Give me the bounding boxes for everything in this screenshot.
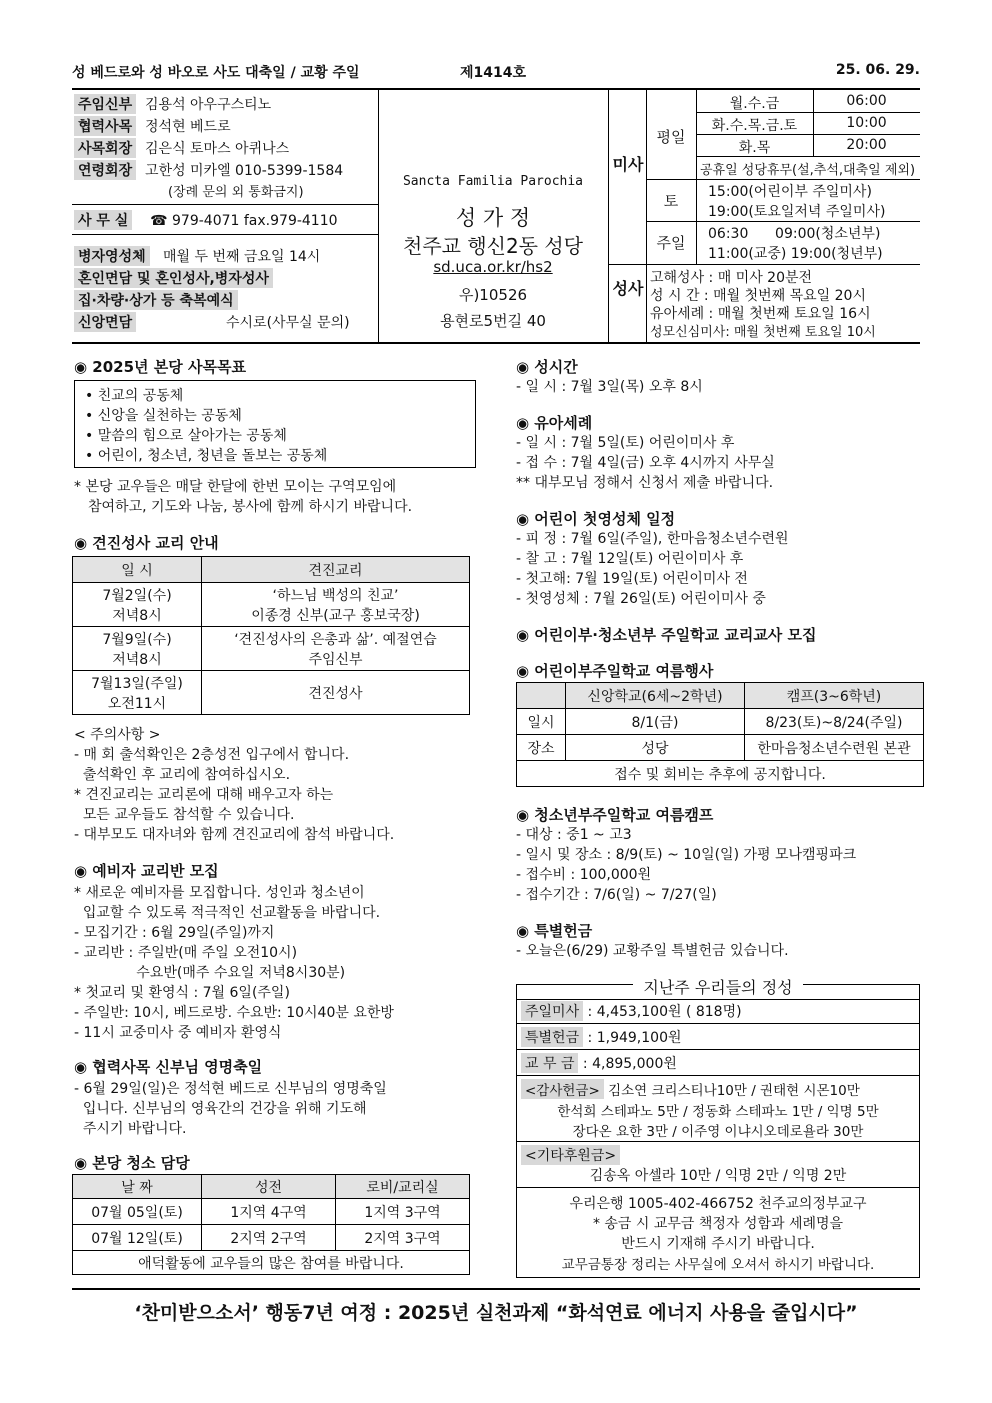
weekday-days: 월.수.금 xyxy=(729,96,780,112)
confirmation-table xyxy=(72,556,470,715)
sacrament-item: 고해성사 : 매 미사 20분전 xyxy=(650,270,813,286)
goals-box xyxy=(74,380,476,468)
offering-label: 교 무 금 xyxy=(521,1053,578,1073)
youth-camp-line: - 일시 및 장소 : 8/9(토) ~ 10일(일) 가평 모나캠핑파크 xyxy=(516,847,857,863)
table-header: 날 짜 xyxy=(73,1175,202,1199)
weekday-time: 20:00 xyxy=(846,137,887,153)
weekday-time: 10:00 xyxy=(846,115,887,131)
holiday-note: 공휴일 성당휴무(설,추석,대축일 제외) xyxy=(700,163,916,178)
catechumen-line: - 모집기간 : 6월 29일(주일)까지 xyxy=(74,925,275,941)
fund-label: <기타후원금> xyxy=(521,1145,620,1165)
cell: 오전11시 xyxy=(107,695,167,712)
cell: 2지역 2구역 xyxy=(202,1225,336,1251)
header-box xyxy=(72,88,920,344)
youth-camp-line: - 접수기간 : 7/6(일) ~ 7/27(일) xyxy=(516,887,717,903)
cell: ‘하느님 백성의 친교’ xyxy=(272,587,399,604)
staff-value: 김은식 토마스 아퀴나스 xyxy=(145,141,290,157)
parish-address: 용현로5번길 40 xyxy=(440,312,546,330)
offering-title: 지난주 우리들의 정성 xyxy=(633,978,802,997)
catechumen-line: 입교할 수 있도록 적극적인 선교활동을 바랍니다. xyxy=(74,905,381,921)
funeral-note: (장례 문의 외 통화금지) xyxy=(168,185,304,200)
weekday-label: 평일 xyxy=(656,128,686,146)
table-row xyxy=(517,709,924,735)
cell: 장소 xyxy=(517,735,566,761)
parish-name: 성 가 정 xyxy=(455,206,531,230)
table-header: 캠프(3~6학년) xyxy=(745,683,924,709)
weekday-days: 화.수.목.금.토 xyxy=(711,118,798,134)
sunday-label: 주일 xyxy=(656,234,686,252)
mass-label: 미사 xyxy=(612,155,644,174)
saturday-mass: 19:00(토요일저녁 주일미사) xyxy=(708,204,886,220)
offering-row xyxy=(521,1053,677,1073)
offering-value: : 4,895,000원 xyxy=(578,1056,677,1072)
communion-line: - 첫영성체 : 7월 26일(토) 어린이미사 중 xyxy=(516,591,766,607)
communion-title: ◉ 어린이 첫영성체 일정 xyxy=(516,510,676,528)
offering-value: : 4,453,100원 ( 818명) xyxy=(583,1004,742,1020)
cell: 견진성사 xyxy=(308,685,363,702)
table-header: 로비/교리실 xyxy=(336,1175,470,1199)
feast-line: - 6월 29일(일)은 정석현 베드로 신부님의 영명축일 xyxy=(74,1081,387,1097)
bank-line: * 송금 시 교무금 책정자 성함과 세례명을 xyxy=(592,1216,844,1232)
youth-camp-title: ◉ 청소년부주일학교 여름캠프 xyxy=(516,806,714,824)
cell: 2지역 3구역 xyxy=(336,1225,470,1251)
cell: ‘견진성사의 은총과 삶’. 예절연습 xyxy=(234,631,437,648)
cleaning-table xyxy=(72,1174,470,1275)
service-row xyxy=(74,290,238,310)
weekday-days: 화.목 xyxy=(738,140,771,156)
cell: 8/1(금) xyxy=(566,709,745,735)
cell: 1지역 3구역 xyxy=(336,1199,470,1225)
cell: 주임신부 xyxy=(308,651,363,668)
table-header: 견진교리 xyxy=(202,557,470,583)
note-line: < 주의사항 > xyxy=(74,727,161,743)
fund-text: 김송옥 아셀라 10만 / 익명 2만 / 익명 2만 xyxy=(589,1168,847,1184)
communion-line: - 피 정 : 7월 6일(주일), 한마음청소년수련원 xyxy=(516,531,789,547)
note-line: - 대부모도 대자녀와 함께 견진교리에 참석 바랍니다. xyxy=(74,827,395,843)
offering-box xyxy=(516,978,920,1278)
note-line: * 견진교리는 교리론에 대해 배우고자 하는 xyxy=(74,787,334,803)
cell: 접수 및 회비는 추후에 공지합니다. xyxy=(517,761,924,787)
catechumen-line: - 교리반 : 주일반(매 주일 오전10시) xyxy=(74,945,298,961)
catechumen-line: - 주일반: 10시, 베드로방. 수요반: 10시40분 요한방 xyxy=(74,1005,394,1021)
cell: 7월9일(수) xyxy=(102,631,172,648)
thanks-label: <감사헌금> xyxy=(521,1079,604,1099)
table-row xyxy=(517,761,924,787)
baptism-line: ** 대부모님 정해서 신청서 제출 바랍니다. xyxy=(516,475,774,491)
goal-item: • 어린이, 청소년, 청년을 돌보는 공동체 xyxy=(85,448,328,464)
table-row xyxy=(73,1225,470,1251)
thanks-line: 장다온 요한 3만 / 이주영 이냐시오데로욜라 30만 xyxy=(572,1124,864,1140)
note-line: 출석확인 후 교리에 참여하십시오. xyxy=(74,767,291,783)
cell: 1지역 4구역 xyxy=(202,1199,336,1225)
table-row xyxy=(73,1251,470,1275)
catechumen-line: - 11시 교중미사 중 예비자 환영식 xyxy=(74,1025,282,1041)
cell: 07월 05일(토) xyxy=(73,1199,202,1225)
footer-rule xyxy=(72,1288,920,1290)
offering-row xyxy=(521,1027,682,1047)
thanks-line: 한석희 스테파노 5만 / 정동화 스테파노 1만 / 익명 5만 xyxy=(557,1104,879,1120)
weekday-time: 06:00 xyxy=(846,93,887,109)
service-label: 집·차량·상가 등 축복예식 xyxy=(74,290,238,310)
holy-hour-line: - 일 시 : 7월 3일(목) 오후 8시 xyxy=(516,379,703,395)
table-header xyxy=(517,683,566,709)
issue-number: 제1414호 xyxy=(460,65,527,81)
cell: 07월 12일(토) xyxy=(73,1225,202,1251)
parish-latin: Sancta Familia Parochia xyxy=(402,174,583,189)
office-row xyxy=(74,210,338,230)
catechumen-line: * 첫교리 및 환영식 : 7월 6일(주일) xyxy=(74,985,290,1001)
special-offering-title: ◉ 특별헌금 xyxy=(516,922,593,940)
goal-item: • 신앙을 실천하는 공동체 xyxy=(85,408,242,424)
staff-row-council xyxy=(74,138,289,158)
parish-zip: 우)10526 xyxy=(458,286,528,304)
cell: 이종경 신부(교구 홍보국장) xyxy=(251,607,420,624)
cell: 한마음청소년수련원 본관 xyxy=(745,735,924,761)
table-header: 일 시 xyxy=(73,557,202,583)
staff-value: 고한성 미카엘 010-5399-1584 xyxy=(145,163,344,179)
feast-line: 입니다. 신부님의 영육간의 건강을 위해 기도해 xyxy=(74,1101,367,1117)
sunday-mass: 11:00(교중) 19:00(청년부) xyxy=(708,246,883,262)
staff-row-assistant xyxy=(74,116,231,136)
offering-row xyxy=(521,1001,742,1021)
sacrament-item: 성 시 간 : 매월 첫번째 목요일 20시 xyxy=(650,288,866,304)
parish-url[interactable]: sd.uca.or.kr/hs2 xyxy=(433,258,553,276)
fund-row xyxy=(521,1145,620,1165)
service-label: 신앙면담 xyxy=(74,312,136,332)
cell: 7월2일(수) xyxy=(102,587,172,604)
service-label: 혼인면담 및 혼인성사,병자성사 xyxy=(74,268,273,288)
staff-value: 정석현 베드로 xyxy=(145,119,231,135)
confirmation-title: ◉ 견진성사 교리 안내 xyxy=(74,534,219,552)
footer-slogan: ‘찬미받으소서’ 행동7년 여정 : 2025년 실천과제 “화석연료 에너지 사용을 줄입시다” xyxy=(134,1302,858,1324)
catechumen-line: * 새로운 예비자를 모집합니다. 성인과 청소년이 xyxy=(74,885,365,901)
service-row xyxy=(74,246,320,266)
thanks-text: 김소연 크리스티나10만 / 권태현 시몬10만 xyxy=(603,1083,860,1099)
baptism-line: - 일 시 : 7월 5일(토) 어린이미사 후 xyxy=(516,435,735,451)
offering-label: 특별헌금 xyxy=(521,1027,583,1047)
sacrament-item: 유아세례 : 매월 첫번째 토요일 16시 xyxy=(650,306,871,322)
feast-title: 성 베드로와 성 바오로 사도 대축일 / 교황 주일 xyxy=(72,65,360,81)
catechumen-title: ◉ 예비자 교리반 모집 xyxy=(74,862,219,880)
cell: 저녁8시 xyxy=(112,651,162,668)
sacraments-label: 성사 xyxy=(612,279,644,298)
sacrament-item: 성모신심미사: 매월 첫번째 토요일 10시 xyxy=(650,325,876,340)
cell: 일시 xyxy=(517,709,566,735)
table-row xyxy=(73,627,470,671)
service-label: 병자영성체 xyxy=(74,246,150,266)
feast-line: 주시기 바랍니다. xyxy=(74,1121,187,1137)
parish-full-name: 천주교 행신2동 성당 xyxy=(403,234,583,258)
bank-line: 우리은행 1005-402-466752 천주교의정부교구 xyxy=(569,1196,867,1212)
cell: 8/23(토)~8/24(주일) xyxy=(745,709,924,735)
service-value: 수시로(사무실 문의) xyxy=(226,315,350,331)
youth-camp-line: - 접수비 : 100,000원 xyxy=(516,867,652,883)
baptism-line: - 접 수 : 7월 4일(금) 오후 4시까지 사무실 xyxy=(516,455,775,471)
goals-note: * 본당 교우들은 매달 한달에 한번 모이는 구역모임에 xyxy=(74,479,397,495)
saturday-label: 토 xyxy=(663,192,679,210)
goals-note: 참여하고, 기도와 나눔, 봉사에 함께 하시기 바랍니다. xyxy=(88,499,413,515)
office-phone: ☎ 979-4071 fax.979-4110 xyxy=(150,213,338,229)
table-row xyxy=(73,671,470,715)
goals-title: ◉ 2025년 본당 사목목표 xyxy=(74,358,246,376)
special-offering-line: - 오늘은(6/29) 교황주일 특별헌금 있습니다. xyxy=(516,943,789,959)
cell: 7월13일(주일) xyxy=(91,675,183,692)
baptism-title: ◉ 유아세례 xyxy=(516,414,593,432)
table-row xyxy=(73,1199,470,1225)
service-value: 매월 두 번째 금요일 14시 xyxy=(162,249,321,265)
note-line: 모든 교우들도 참석할 수 있습니다. xyxy=(74,807,295,823)
staff-value: 김용석 아우구스티노 xyxy=(145,97,272,113)
kids-summer-table xyxy=(516,682,924,787)
staff-label: 협력사목 xyxy=(74,116,136,136)
kids-summer-title: ◉ 어린이부주일학교 여름행사 xyxy=(516,662,714,680)
table-header: 신앙학교(6세~2학년) xyxy=(566,683,745,709)
table-header: 성전 xyxy=(202,1175,336,1199)
goal-item: • 말씀의 힘으로 살아가는 공동체 xyxy=(85,428,287,444)
feast-day-title: ◉ 협력사목 신부님 영명축일 xyxy=(74,1058,263,1076)
staff-label: 사목회장 xyxy=(74,138,136,158)
catechumen-line: 수요반(매주 수요일 저녁8시30분) xyxy=(74,965,346,981)
communion-line: - 첫고해: 7월 19일(토) 어린이미사 전 xyxy=(516,571,748,587)
staff-row-pastor xyxy=(74,94,271,114)
holy-hour-title: ◉ 성시간 xyxy=(516,358,578,376)
communion-line: - 찰 고 : 7월 12일(토) 어린이미사 후 xyxy=(516,551,744,567)
table-row xyxy=(73,583,470,627)
bank-line: 교무금통장 정리는 사무실에 오셔서 하시기 바랍니다. xyxy=(561,1257,875,1273)
note-line: - 매 회 출석확인은 2층성전 입구에서 합니다. xyxy=(74,747,350,763)
cell: 저녁8시 xyxy=(112,607,162,624)
goal-item: • 친교의 공동체 xyxy=(85,388,184,404)
cell: 애덕활동에 교우들의 많은 참여를 바랍니다. xyxy=(73,1251,470,1275)
service-row xyxy=(74,268,273,288)
table-row xyxy=(517,735,924,761)
saturday-mass: 15:00(어린이부 주일미사) xyxy=(708,184,872,200)
offering-title-wrap xyxy=(517,975,919,998)
teachers-title: ◉ 어린이부·청소년부 주일학교 교리교사 모집 xyxy=(516,626,817,644)
cell: 성당 xyxy=(566,735,745,761)
sunday-mass: 06:30 09:00(청소년부) xyxy=(708,226,881,242)
youth-camp-line: - 대상 : 중1 ~ 고3 xyxy=(516,827,632,843)
office-label: 사 무 실 xyxy=(74,210,132,230)
cleaning-title: ◉ 본당 청소 담당 xyxy=(74,1154,190,1172)
service-row xyxy=(74,312,350,332)
offering-label: 주일미사 xyxy=(521,1001,583,1021)
staff-label: 주임신부 xyxy=(74,94,136,114)
thanks-line xyxy=(521,1079,860,1099)
offering-value: : 1,949,100원 xyxy=(583,1030,682,1046)
staff-row-funeral xyxy=(74,160,343,180)
masthead xyxy=(72,62,920,82)
issue-date: 25. 06. 29. xyxy=(835,62,920,78)
staff-label: 연령회장 xyxy=(74,160,136,180)
bank-line: 반드시 기재해 주시기 바랍니다. xyxy=(621,1236,815,1252)
